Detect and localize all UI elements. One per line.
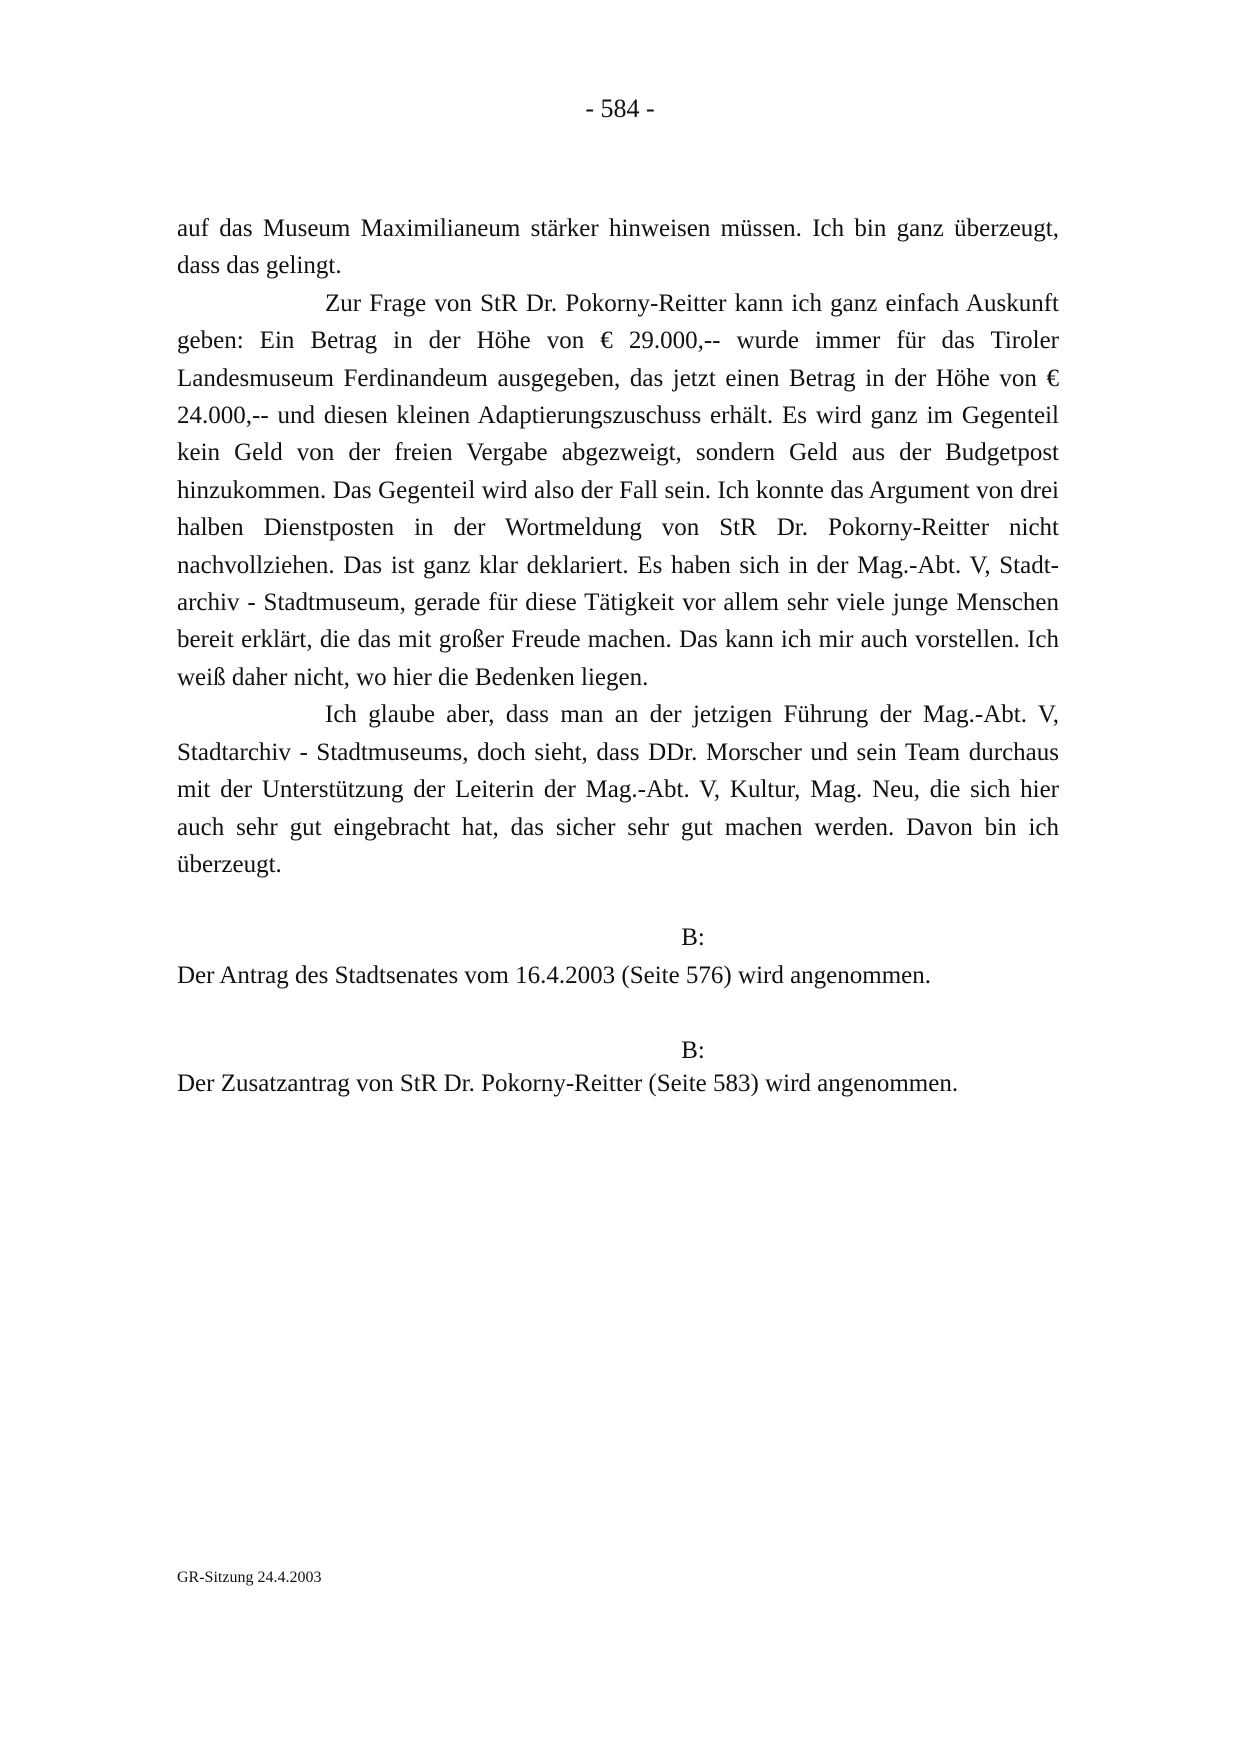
resolution-text-1: Der Antrag des Stadtsenates vom 16.4.2003 (Seite 576) wird angenommen. [177,961,932,989]
spacer [177,994,1059,1032]
document-body [177,210,1059,1098]
paragraph-answer: Zur Frage von StR Dr. Pokorny-Reitter kann ich ganz einfach Auskunft geben: Ein Betrag in der Höhe von € 29.000,-- wurde immer für das Tiroler Landesmuseum Ferdinandeum ausgegeben, das jetzt einen Betrag in der Höhe von € 24.000,-- und diesen kleinen Adaptierungszuschuss erhält. Es wird ganz im Gegenteil kein Geld von der freien Vergabe abgezweigt, sondern Geld aus der Budgetpost hinzukommen. Das Gegenteil wird also der Fall sein. Ich konnte das Argument von drei halben Dienstposten in der Wortmeldung von StR Dr. Pokorny-Reitter nicht nachvollziehen. Das ist ganz klar deklariert. Es haben sich in der Mag.-Abt. V, Stadtarchiv - Stadtmuseum, gerade für diese Tätigkeit vor allem sehr viele junge Menschen bereit erklärt, die das mit großer Freude machen. Das kann ich mir auch vorstellen. Ich weiß daher nicht, wo hier die Bedenken liegen. [177,289,1059,691]
resolution-label-2: B: [681,1037,705,1065]
paragraph-continuation: auf das Museum Maximilianeum stärker hinweisen müssen. Ich bin ganz überzeugt, dass das gelingt. [177,215,1059,280]
resolution-label-1: B: [681,924,705,952]
footer-session-date: GR-Sitzung 24.4.2003 [177,1569,322,1586]
spacer [177,883,1059,919]
paragraph-conclusion: Ich glaube aber, dass man an der jetzigen Führung der Mag.-Abt. V, Stadtarchiv - Stadtmuseums, doch sieht, dass DDr. Morscher und sein Team durchaus mit der Unterstützung der Leiterin der Mag.-Abt. V, Kultur, Mag. Neu, die sich hier auch sehr gut eingebracht hat, das sicher sehr gut machen werden. Davon bin ich überzeugt. [177,701,1059,878]
page-number: - 584 - [585,94,655,123]
resolution-text-2: Der Zusatzantrag von StR Dr. Pokorny-Reitter (Seite 583) wird angenommen. [177,1069,959,1097]
